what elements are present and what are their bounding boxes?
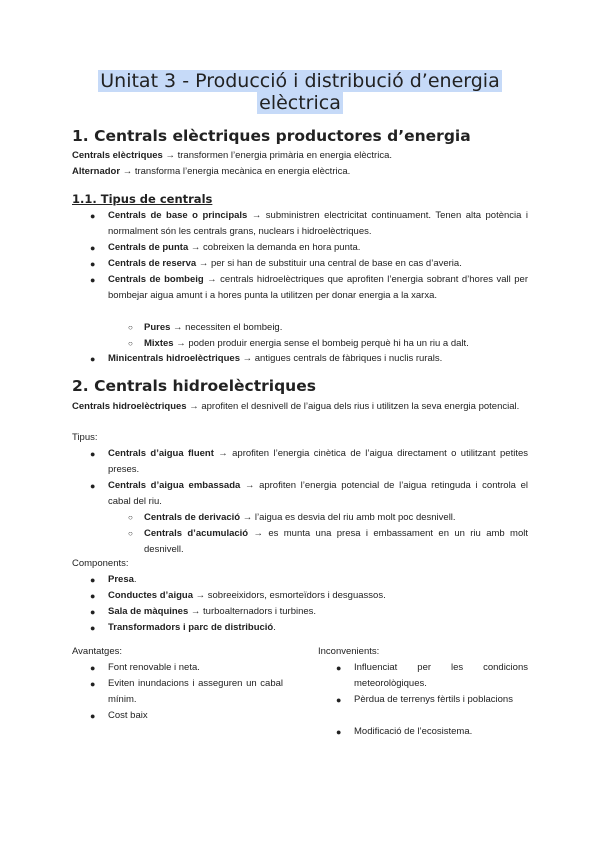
bullet-icon: ● xyxy=(336,727,342,737)
advantage-item: Eviten inundacions i asseguren un cabal mínim. xyxy=(108,678,283,705)
item-text: subministren electricitat continuament. Tenen alta potència i normalment són les centrals grans, nuclears i hidroelèctriques. xyxy=(108,210,529,237)
sub-bullet-icon: ○ xyxy=(128,339,133,348)
arrow: → xyxy=(253,528,263,539)
term: Centrals de base o principals xyxy=(108,210,248,221)
arrow: → xyxy=(251,210,262,221)
term: Centrals d’acumulació xyxy=(144,528,249,539)
term: Centrals de reserva xyxy=(108,258,197,269)
item-text: . xyxy=(133,574,137,585)
bullet-icon: ● xyxy=(90,449,96,459)
item-text: necessiten el bombeig. xyxy=(182,322,283,333)
list-item xyxy=(108,272,528,304)
item-text: cobreixen la demanda en hora punta. xyxy=(200,242,361,253)
bullet-icon: ● xyxy=(336,695,342,705)
types-label: Tipus: xyxy=(72,432,98,443)
bullet-icon: ● xyxy=(90,679,96,689)
arrow: → xyxy=(218,448,228,459)
item-text: antigues centrals de fàbriques i nuclis rurals. xyxy=(252,353,443,364)
bullet-icon: ● xyxy=(90,663,96,673)
sub-bullet-icon: ○ xyxy=(128,513,133,522)
item-text: centrals hidroelèctriques que aprofiten l’energia sobrant d’hores vall per bombejar aigua amunt i a hores punta la utilitzen per donar energia a la xarxa. xyxy=(108,274,528,301)
list-item xyxy=(108,604,528,620)
term: Alternador xyxy=(72,166,121,177)
arrow: → xyxy=(122,166,133,177)
term: Centrals elèctriques xyxy=(72,150,163,161)
sub-list-item xyxy=(144,510,528,526)
components-label: Components: xyxy=(72,558,129,569)
bullet-icon: ● xyxy=(90,481,96,491)
item-text: poden produir energia sense el bombeig perquè hi ha un riu a dalt. xyxy=(185,338,469,349)
advantages-label: Avantatges: xyxy=(72,646,123,657)
arrow: → xyxy=(190,242,201,253)
section-2-heading: 2. Centrals hidroelèctriques xyxy=(72,377,316,395)
bullet-icon: ● xyxy=(90,211,96,221)
term: Transformadors i parc de distribució xyxy=(108,622,274,633)
bullet-icon: ● xyxy=(336,663,342,673)
list-item xyxy=(108,256,528,272)
list-item xyxy=(108,446,528,478)
list-item xyxy=(108,572,528,588)
arrow: → xyxy=(189,401,199,412)
bullet-icon: ● xyxy=(90,259,96,269)
sub-bullet-icon: ○ xyxy=(128,529,133,538)
bullet-icon: ● xyxy=(90,711,96,721)
bullet-icon: ● xyxy=(90,243,96,253)
term: Centrals de bombeig xyxy=(108,274,204,285)
bullet-icon: ● xyxy=(90,623,96,633)
bullet-icon: ● xyxy=(90,591,96,601)
arrow: → xyxy=(195,590,206,601)
page-title xyxy=(0,70,600,114)
item-text: l’aigua es desvia del riu amb molt poc desnivell. xyxy=(252,512,456,523)
disadvantage-item: Influenciat per les condicions meteorològiques. xyxy=(354,662,528,689)
disadvantage-item: Pèrdua de terrenys fèrtils i poblacions xyxy=(354,694,513,705)
item-text: aprofiten l’energia potencial de l’aigua retinguda i controla el cabal del riu. xyxy=(108,480,528,507)
definition-text: aprofiten el desnivell de l’aigua dels rius i utilitzen la seva energia potencial. xyxy=(198,401,520,412)
title-line-1: Unitat 3 - Producció i distribució d’energia xyxy=(100,70,500,92)
list-item xyxy=(108,620,528,636)
arrow: → xyxy=(176,338,186,349)
term: Centrals de punta xyxy=(108,242,189,253)
sub-list-item xyxy=(144,526,528,558)
definition-centrals-hidroelectriques xyxy=(72,399,528,415)
term: Centrals d’aigua embassada xyxy=(108,480,241,491)
term: Centrals d’aigua fluent xyxy=(108,448,214,459)
list-item xyxy=(108,478,528,510)
disadvantages-label: Inconvenients: xyxy=(318,646,380,657)
term: Minicentrals hidroelèctriques xyxy=(108,353,240,364)
item-text: . xyxy=(273,622,276,633)
definition-text: transforma l’energia mecànica en energia elèctrica. xyxy=(132,166,351,177)
arrow: → xyxy=(190,606,201,617)
section-1-heading: 1. Centrals elèctriques productores d’energia xyxy=(72,127,471,145)
list-item xyxy=(108,208,528,240)
list-item xyxy=(108,240,528,256)
item-text: turboalternadors i turbines. xyxy=(200,606,317,617)
bullet-icon: ● xyxy=(90,275,96,285)
arrow: → xyxy=(242,353,253,364)
term: Sala de màquines xyxy=(108,606,189,617)
item-text: aprofiten l’energia cinètica de l’aigua directament o utilitzant petites preses. xyxy=(108,448,528,475)
subsection-1-1-heading: 1.1. Tipus de centrals xyxy=(72,192,213,206)
advantage-item: Cost baix xyxy=(108,710,148,721)
item-text: sobreeixidors, esmorteïdors i desguassos. xyxy=(205,590,386,601)
disadvantage-item: Modificació de l’ecosistema. xyxy=(354,726,473,737)
arrow: → xyxy=(207,274,217,285)
sub-bullet-icon: ○ xyxy=(128,323,133,332)
term: Centrals hidroelèctriques xyxy=(72,401,187,412)
arrow: → xyxy=(244,480,255,491)
definition-centrals-electriques xyxy=(72,148,528,164)
term: Pures xyxy=(144,322,171,333)
arrow: → xyxy=(165,150,175,161)
term: Mixtes xyxy=(144,338,174,349)
list-item xyxy=(108,588,528,604)
item-text: per si han de substituir una central de base en cas d’averia. xyxy=(208,258,462,269)
bullet-icon: ● xyxy=(90,354,96,364)
item-text: es munta una presa i embassament en un riu amb molt desnivell. xyxy=(144,528,529,555)
term: Centrals de derivació xyxy=(144,512,241,523)
bullet-icon: ● xyxy=(90,575,96,585)
bullet-icon: ● xyxy=(90,607,96,617)
list-item xyxy=(108,351,528,367)
sub-list-item xyxy=(144,336,528,352)
sub-list-item xyxy=(144,320,528,336)
advantage-item: Font renovable i neta. xyxy=(108,662,200,673)
arrow: → xyxy=(173,322,183,333)
title-line-2: elèctrica xyxy=(259,92,341,114)
definition-alternador xyxy=(72,164,528,180)
definition-text: transformen l’energia primària en energia elèctrica. xyxy=(174,150,392,161)
arrow: → xyxy=(242,512,253,523)
term: Conductes d’aigua xyxy=(108,590,193,601)
term: Presa xyxy=(108,574,134,585)
arrow: → xyxy=(198,258,209,269)
